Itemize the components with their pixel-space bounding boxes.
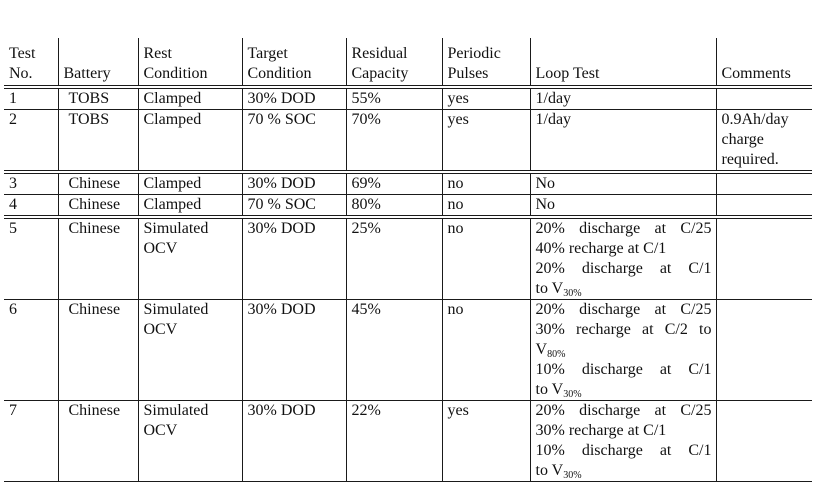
loop-test-text: V xyxy=(535,341,548,358)
loop-test-text: to V xyxy=(535,462,564,479)
loop-test-text: 30% recharge at C/1 xyxy=(535,422,667,439)
residual-capacity-cell xyxy=(346,110,442,173)
cell-line: 7 xyxy=(9,402,17,419)
loop-test-line xyxy=(536,174,712,194)
cell-line: 70 % SOC xyxy=(247,111,316,128)
cell-line: OCV xyxy=(143,422,178,439)
loop-test-line xyxy=(536,89,712,109)
cell-line: no xyxy=(447,301,464,318)
cell-line: 2 xyxy=(9,111,17,128)
rest-condition-cell xyxy=(138,110,242,173)
header-comments: Comments xyxy=(716,38,812,87)
cell-line: 45% xyxy=(351,301,381,318)
cell-line: 69% xyxy=(351,175,381,192)
residual-capacity-cell xyxy=(346,87,442,110)
loop-test-cell xyxy=(530,300,716,401)
table-row xyxy=(4,300,812,401)
loop-test-text: 40% recharge at C/1 xyxy=(535,240,667,257)
battery-cell xyxy=(58,401,138,482)
loop-test-line xyxy=(536,279,712,299)
loop-test-line xyxy=(536,461,712,481)
cell-line: no xyxy=(447,196,464,213)
battery-cell xyxy=(58,300,138,401)
comment-line: 0.9Ah/day xyxy=(721,111,789,128)
cell-line: 30% DOD xyxy=(247,301,316,318)
test-no-cell xyxy=(4,172,58,195)
rest-condition-cell xyxy=(138,401,242,482)
cell-line: 80% xyxy=(351,196,381,213)
loop-test-text: 1/day xyxy=(535,90,572,107)
rest-condition-cell xyxy=(138,195,242,218)
cell-line: 70 % SOC xyxy=(247,196,316,213)
cell-line: no xyxy=(447,175,464,192)
comments-cell xyxy=(716,172,812,195)
cell-line: Chinese xyxy=(68,175,121,192)
loop-test-cell xyxy=(530,217,716,300)
table-row xyxy=(4,195,812,218)
header-target-condition: Target Condition xyxy=(242,38,346,87)
cell-line: Clamped xyxy=(143,111,202,128)
cell-line: TOBS xyxy=(68,90,110,107)
cell-line: Simulated xyxy=(143,301,209,318)
comments-cell xyxy=(716,300,812,401)
loop-test-cell xyxy=(530,110,716,173)
cell-line: OCV xyxy=(143,321,178,338)
loop-test-line xyxy=(536,259,712,279)
residual-capacity-cell xyxy=(346,300,442,401)
target-condition-cell xyxy=(242,217,346,300)
cell-line: Chinese xyxy=(68,301,121,318)
loop-test-line xyxy=(536,441,712,461)
header-rest-condition: Rest Condition xyxy=(138,38,242,87)
loop-test-text: No xyxy=(535,196,556,213)
battery-cell xyxy=(58,217,138,300)
test-no-cell xyxy=(4,217,58,300)
loop-test-text: 1/day xyxy=(535,111,572,128)
table-row xyxy=(4,217,812,300)
test-no-cell xyxy=(4,300,58,401)
cell-line: OCV xyxy=(143,240,178,257)
header-residual-capacity: Residual Capacity xyxy=(346,38,442,87)
loop-test-cell xyxy=(530,172,716,195)
table-body xyxy=(4,87,812,482)
loop-test-subscript: 80% xyxy=(547,349,566,360)
loop-test-text: 20% discharge at C/1 xyxy=(535,260,712,277)
cell-line: 4 xyxy=(9,196,17,213)
target-condition-cell xyxy=(242,110,346,173)
residual-capacity-cell xyxy=(346,217,442,300)
loop-test-subscript: 30% xyxy=(563,470,582,481)
loop-test-line xyxy=(536,239,712,259)
loop-test-line xyxy=(536,300,712,320)
rest-condition-cell xyxy=(138,300,242,401)
cell-line: Chinese xyxy=(68,402,121,419)
cell-line: 1 xyxy=(9,90,17,107)
cell-line: 6 xyxy=(9,301,17,318)
cell-line: Simulated xyxy=(143,220,209,237)
test-no-cell xyxy=(4,87,58,110)
table-row xyxy=(4,172,812,195)
loop-test-line xyxy=(536,110,712,130)
loop-test-line xyxy=(536,195,712,215)
cell-line: 30% DOD xyxy=(247,402,316,419)
comments-cell xyxy=(716,401,812,482)
periodic-pulses-cell xyxy=(442,401,530,482)
target-condition-cell xyxy=(242,195,346,218)
battery-cell xyxy=(58,87,138,110)
comments-cell xyxy=(716,195,812,218)
header-row xyxy=(4,38,812,87)
loop-test-cell xyxy=(530,401,716,482)
cell-line: 25% xyxy=(351,220,381,237)
loop-test-line xyxy=(536,219,712,239)
cell-line: 3 xyxy=(9,175,17,192)
periodic-pulses-cell xyxy=(442,172,530,195)
loop-test-text: 20% discharge at C/25 xyxy=(535,402,712,419)
target-condition-cell xyxy=(242,300,346,401)
rest-condition-cell xyxy=(138,217,242,300)
loop-test-line xyxy=(536,360,712,380)
cell-line: yes xyxy=(447,402,469,419)
loop-test-line xyxy=(536,320,712,340)
rest-condition-cell xyxy=(138,87,242,110)
table-header xyxy=(4,38,812,87)
target-condition-cell xyxy=(242,172,346,195)
cell-line: 30% DOD xyxy=(247,175,316,192)
loop-test-text: 20% discharge at C/25 xyxy=(535,220,712,237)
cell-line: TOBS xyxy=(68,111,110,128)
cell-line: Clamped xyxy=(143,175,202,192)
residual-capacity-cell xyxy=(346,172,442,195)
header-battery: Battery xyxy=(58,38,138,87)
table-row xyxy=(4,401,812,482)
cell-line: 30% DOD xyxy=(247,220,316,237)
comments-cell xyxy=(716,110,812,173)
cell-line: 5 xyxy=(9,220,17,237)
loop-test-subscript: 30% xyxy=(563,389,582,400)
loop-test-text: 20% discharge at C/25 xyxy=(535,301,712,318)
loop-test-cell xyxy=(530,195,716,218)
periodic-pulses-cell xyxy=(442,87,530,110)
header-test-no: Test No. xyxy=(9,45,36,82)
loop-test-line xyxy=(536,421,712,441)
loop-test-text: 10% discharge at C/1 xyxy=(535,361,712,378)
loop-test-cell xyxy=(530,87,716,110)
loop-test-text: No xyxy=(535,175,556,192)
residual-capacity-cell xyxy=(346,195,442,218)
test-no-cell xyxy=(4,195,58,218)
header-loop-test: Loop Test xyxy=(530,38,716,87)
table-row xyxy=(4,110,812,173)
test-no-cell xyxy=(4,401,58,482)
battery-test-table xyxy=(4,38,812,482)
cell-line: 22% xyxy=(351,402,381,419)
loop-test-text: to V xyxy=(535,280,564,297)
cell-line: Chinese xyxy=(68,220,121,237)
battery-cell xyxy=(58,110,138,173)
loop-test-line xyxy=(536,340,712,360)
battery-cell xyxy=(58,195,138,218)
cell-line: Clamped xyxy=(143,196,202,213)
cell-line: Clamped xyxy=(143,90,202,107)
loop-test-text: to V xyxy=(535,381,564,398)
cell-line: 30% DOD xyxy=(247,90,316,107)
cell-line: Chinese xyxy=(68,196,121,213)
periodic-pulses-cell xyxy=(442,217,530,300)
periodic-pulses-cell xyxy=(442,110,530,173)
comment-line: charge xyxy=(721,131,764,148)
test-no-cell xyxy=(4,110,58,173)
cell-line: 70% xyxy=(351,111,381,128)
cell-line: yes xyxy=(447,90,469,107)
target-condition-cell xyxy=(242,401,346,482)
loop-test-line xyxy=(536,401,712,421)
loop-test-text: 10% discharge at C/1 xyxy=(535,442,712,459)
loop-test-line xyxy=(536,380,712,400)
cell-line: yes xyxy=(447,111,469,128)
cell-line: 55% xyxy=(351,90,381,107)
rest-condition-cell xyxy=(138,172,242,195)
header-periodic-pulses: Periodic Pulses xyxy=(442,38,530,87)
cell-line: no xyxy=(447,220,464,237)
loop-test-text: 30% recharge at C/2 to xyxy=(535,321,712,338)
loop-test-subscript: 30% xyxy=(563,288,582,299)
comments-cell xyxy=(716,87,812,110)
battery-cell xyxy=(58,172,138,195)
cell-line: Simulated xyxy=(143,402,209,419)
table-row xyxy=(4,87,812,110)
comments-cell xyxy=(716,217,812,300)
comment-line: required. xyxy=(721,151,779,168)
periodic-pulses-cell xyxy=(442,300,530,401)
periodic-pulses-cell xyxy=(442,195,530,218)
target-condition-cell xyxy=(242,87,346,110)
residual-capacity-cell xyxy=(346,401,442,482)
